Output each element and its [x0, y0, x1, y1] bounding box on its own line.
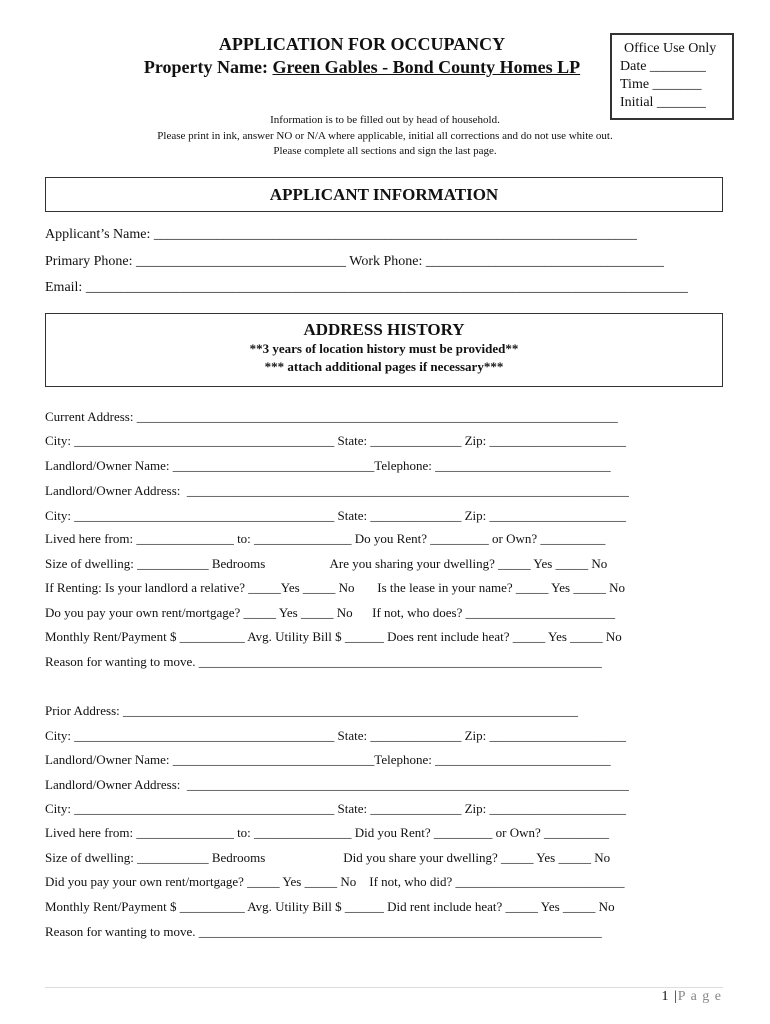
form-title: APPLICATION FOR OCCUPANCY	[218, 34, 506, 54]
current-rent-payment-field[interactable]: Monthly Rent/Payment $ __________ Avg. Utility Bill $ ______ Does rent include heat? _____ Yes _____ No	[45, 629, 622, 644]
prior-landlord-city-field[interactable]: City: ________________________________________ State: ______________ Zip: _____________________	[45, 801, 627, 816]
office-time-field[interactable]: Time _______	[620, 77, 702, 92]
current-landlord-relative-field[interactable]: If Renting: Is your landlord a relative? _____Yes _____ No Is the lease in your name? _____ Yes _____ No	[45, 580, 625, 595]
current-landlord-name-field[interactable]: Landlord/Owner Name: _______________________________Telephone: ___________________________	[45, 458, 611, 473]
applicant-section-header	[45, 177, 723, 212]
property-name: Green Gables - Bond County Homes LP	[272, 57, 581, 77]
address-section-note: **3 years of location history must be provided**	[249, 341, 519, 356]
phone-fields[interactable]: Primary Phone: ______________________________ Work Phone: __________________________________	[45, 254, 664, 269]
address-section-header	[45, 313, 723, 387]
applicant-section-title: APPLICANT INFORMATION	[269, 185, 499, 204]
office-use-box	[610, 33, 734, 120]
current-pay-rent-field[interactable]: Do you pay your own rent/mortgage? _____ Yes _____ No If not, who does? _______________________	[45, 605, 616, 620]
current-lived-here-field[interactable]: Lived here from: _______________ to: _______________ Do you Rent? _________ or Own? __________	[45, 531, 606, 546]
property-name-line	[130, 57, 594, 78]
current-reason-field[interactable]: Reason for wanting to move. ______________________________________________________________	[45, 654, 602, 669]
prior-reason-field[interactable]: Reason for wanting to move. ______________________________________________________________	[45, 924, 602, 939]
prior-city-field[interactable]: City: ________________________________________ State: ______________ Zip: _____________________	[45, 728, 627, 743]
prior-dwelling-size-field[interactable]: Size of dwelling: ___________ Bedrooms Did you share your dwelling? _____ Yes _____ No	[45, 850, 611, 865]
page-number-value: 1	[661, 989, 670, 1004]
prior-landlord-name-field[interactable]: Landlord/Owner Name: _______________________________Telephone: ___________________________	[45, 752, 611, 767]
current-address-field[interactable]: Current Address: __________________________________________________________________________	[45, 409, 618, 424]
prior-address-field[interactable]: Prior Address: ______________________________________________________________________	[45, 703, 578, 718]
office-use-title: Office Use Only	[624, 41, 717, 56]
page-word: P a g e	[677, 989, 722, 1004]
property-label: Property Name:	[143, 57, 273, 77]
office-initial-field[interactable]: Initial _______	[620, 95, 706, 110]
instruction-line: Please print in ink, answer NO or N/A where applicable, initial all corrections and do not use white out.	[157, 130, 613, 142]
instruction-line: Please complete all sections and sign the last page.	[273, 145, 497, 157]
address-section-title: ADDRESS HISTORY	[303, 320, 465, 339]
footer-divider	[45, 987, 723, 988]
current-landlord-city-field[interactable]: City: ________________________________________ State: ______________ Zip: _____________________	[45, 508, 627, 523]
prior-lived-here-field[interactable]: Lived here from: _______________ to: _______________ Did you Rent? _________ or Own? __________	[45, 825, 609, 840]
page-number	[661, 989, 722, 1005]
current-city-field[interactable]: City: ________________________________________ State: ______________ Zip: _____________________	[45, 433, 627, 448]
prior-landlord-address-field[interactable]: Landlord/Owner Address: ____________________________________________________________________	[45, 777, 629, 792]
prior-pay-rent-field[interactable]: Did you pay your own rent/mortgage? _____ Yes _____ No If not, who did? __________________________	[45, 874, 625, 889]
address-section-note: *** attach additional pages if necessary***	[264, 359, 504, 374]
instruction-line: Information is to be filled out by head of household.	[270, 114, 500, 126]
applicant-name-field[interactable]: Applicant’s Name: _____________________________________________________________________	[45, 227, 637, 242]
current-landlord-address-field[interactable]: Landlord/Owner Address: ____________________________________________________________________	[45, 483, 629, 498]
page-separator: |	[673, 989, 678, 1004]
prior-rent-payment-field[interactable]: Monthly Rent/Payment $ __________ Avg. Utility Bill $ ______ Did rent include heat? _____ Yes _____ No	[45, 899, 615, 914]
current-dwelling-size-field[interactable]: Size of dwelling: ___________ Bedrooms Are you sharing your dwelling? _____ Yes _____ No	[45, 556, 608, 571]
email-field[interactable]: Email: ______________________________________________________________________________________	[45, 280, 688, 295]
office-date-field[interactable]: Date ________	[620, 59, 706, 74]
